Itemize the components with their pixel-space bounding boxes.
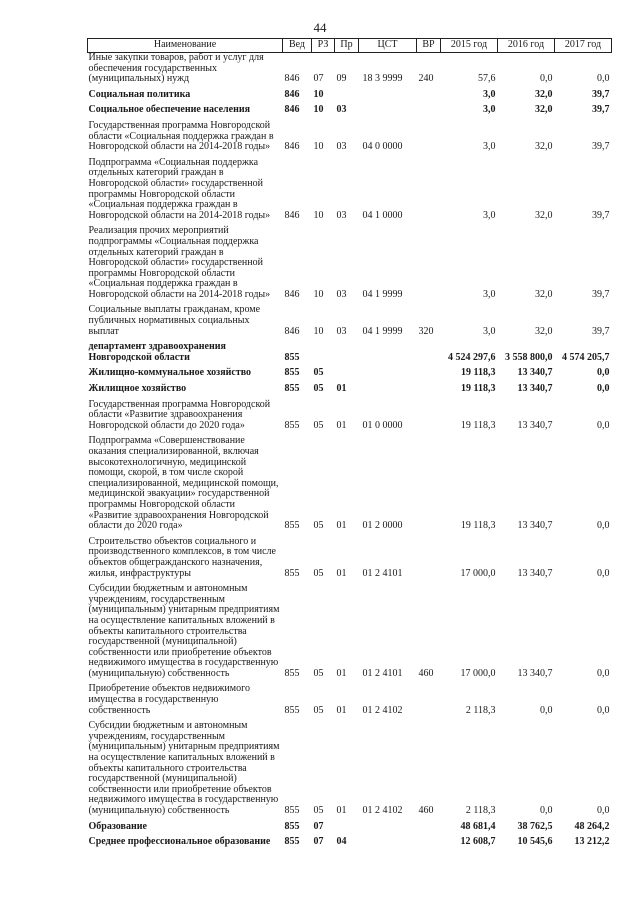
cell-2017: 48 264,2 <box>574 820 610 832</box>
cell-vr <box>417 102 441 118</box>
cell-vr: 460 <box>418 805 434 816</box>
table-row <box>88 433 612 533</box>
cell-ved: 855 <box>284 367 300 379</box>
table-row <box>88 53 612 87</box>
header-rz: РЗ <box>312 39 335 53</box>
cell-2015: 3,0 <box>483 209 496 221</box>
cell-name: Среднее профессиональное образование <box>88 836 271 848</box>
table-body <box>88 53 612 850</box>
cell-name: Государственная программа Новгородской области «Социальная поддержка граждан в Новгородской области на 2014-2018 годы» <box>88 119 274 153</box>
cell-2016: 32,0 <box>535 104 553 116</box>
cell-2016: 32,0 <box>535 88 553 100</box>
cell-ved: 846 <box>284 88 300 100</box>
cell-2017: 0,0 <box>597 667 610 679</box>
cell-ved: 846 <box>284 209 300 221</box>
cell-pr <box>335 87 359 103</box>
cell-rz: 05 <box>313 383 324 395</box>
cell-ved: 855 <box>284 567 300 579</box>
cell-2015: 2 118,3 <box>465 805 496 816</box>
cell-cst <box>359 87 417 103</box>
cell-vr <box>417 681 441 718</box>
cell-vr <box>417 87 441 103</box>
cell-vr <box>417 433 441 533</box>
cell-2016: 13 340,7 <box>517 419 553 431</box>
cell-2016: 13 340,7 <box>517 520 553 532</box>
cell-cst: 01 2 4101 <box>362 567 403 579</box>
cell-2016: 0,0 <box>540 73 553 85</box>
cell-2016: 3 558 800,0 <box>505 351 553 363</box>
cell-2017: 0,0 <box>597 567 610 579</box>
cell-pr: 03 <box>336 141 347 153</box>
cell-vr <box>417 381 441 397</box>
cell-2017: 0,0 <box>597 73 610 85</box>
cell-pr <box>335 365 359 381</box>
cell-cst <box>359 819 417 835</box>
cell-vr: 460 <box>418 667 434 679</box>
cell-ved: 855 <box>284 520 300 532</box>
table-header <box>88 39 612 53</box>
cell-2015: 3,0 <box>483 288 496 300</box>
cell-cst <box>359 102 417 118</box>
cell-name: Субсидии бюджетным и автономным учреждениям, государственным (муниципальным) унитарным предприятиям на осуществление капитальных вложений в объекты капитального строительства государственной (муниципальной) собственности или приобретение объектов недвижимого имущества в государственную (муниципальную) собственность <box>88 583 280 679</box>
cell-name: Социальные выплаты гражданам, кроме публичных нормативных социальных выплат <box>88 304 261 337</box>
table-row <box>88 118 612 155</box>
cell-2017: 4 574 205,7 <box>562 351 610 363</box>
table-row <box>88 681 612 718</box>
cell-2015: 19 118,3 <box>460 520 496 532</box>
cell-pr <box>335 339 359 365</box>
cell-ved: 855 <box>284 419 300 431</box>
cell-name: Социальная политика <box>88 88 191 100</box>
cell-cst: 18 3 9999 <box>362 73 403 85</box>
cell-name: Образование <box>88 820 147 832</box>
cell-rz: 10 <box>313 288 324 300</box>
cell-pr: 01 <box>336 805 347 816</box>
cell-vr <box>417 365 441 381</box>
cell-cst <box>359 339 417 365</box>
cell-vr <box>417 339 441 365</box>
cell-rz: 10 <box>313 88 324 100</box>
header-ved: Вед <box>283 39 312 53</box>
cell-2017: 0,0 <box>597 419 610 431</box>
cell-2017: 39,7 <box>592 325 610 337</box>
cell-2016: 0,0 <box>540 704 553 716</box>
cell-2017: 0,0 <box>597 704 610 716</box>
cell-rz: 07 <box>313 820 324 832</box>
cell-2016: 32,0 <box>535 288 553 300</box>
cell-name: департамент здравоохранения Новгородской области <box>88 341 226 363</box>
cell-vr <box>417 223 441 302</box>
cell-2017: 0,0 <box>597 520 610 532</box>
table-row <box>88 397 612 434</box>
cell-cst: 04 0 0000 <box>362 141 403 153</box>
cell-ved: 855 <box>284 805 300 816</box>
cell-name: Подпрограмма «Совершенствование оказания специализированной, включая высокотехнологичную, медицинской помощи, скорой, в том числе скорой специализированной, медицинской помощи, медицинской эвакуации» государственной программы Новгородской области «Развитие здравоохранения Новгородской области до 2020 года» <box>88 435 279 532</box>
table-row <box>88 834 612 850</box>
cell-2017: 39,7 <box>592 104 610 116</box>
table-row <box>88 302 612 339</box>
cell-ved: 846 <box>284 73 300 85</box>
cell-cst: 01 2 4102 <box>362 704 403 716</box>
cell-ved: 846 <box>284 141 300 153</box>
cell-2015: 2 118,3 <box>465 704 496 716</box>
cell-2016: 32,0 <box>535 325 553 337</box>
cell-cst: 01 2 4101 <box>362 667 403 679</box>
cell-2015: 12 608,7 <box>460 836 496 848</box>
cell-name: Социальное обеспечение населения <box>88 104 251 116</box>
cell-2015: 17 000,0 <box>460 667 496 679</box>
cell-pr: 04 <box>336 836 347 848</box>
cell-rz: 05 <box>313 567 324 579</box>
cell-vr: 320 <box>418 325 434 337</box>
cell-vr <box>417 397 441 434</box>
cell-2015: 48 681,4 <box>460 820 496 832</box>
cell-2016: 38 762,5 <box>517 820 553 832</box>
cell-2015: 57,6 <box>478 73 496 85</box>
header-2017: 2017 год <box>555 39 612 53</box>
cell-vr <box>417 155 441 224</box>
cell-rz: 05 <box>313 367 324 379</box>
cell-cst <box>359 381 417 397</box>
header-2016: 2016 год <box>498 39 555 53</box>
cell-2017: 39,7 <box>592 209 610 221</box>
cell-pr <box>335 819 359 835</box>
cell-pr: 01 <box>336 567 347 579</box>
cell-rz: 05 <box>313 805 324 816</box>
cell-name: Государственная программа Новгородской области «Развитие здравоохранения Новгородской области до 2020 года» <box>88 398 271 431</box>
cell-cst: 01 2 0000 <box>362 520 403 532</box>
cell-2016: 32,0 <box>535 141 553 153</box>
header-name: Наименование <box>88 39 283 53</box>
cell-name: Жилищное хозяйство <box>88 383 187 395</box>
cell-ved: 846 <box>284 325 300 337</box>
table-row <box>88 381 612 397</box>
table-row <box>88 223 612 302</box>
header-pr: Пр <box>335 39 359 53</box>
table-row <box>88 87 612 103</box>
cell-2015: 3,0 <box>483 104 496 116</box>
table-row <box>88 718 612 818</box>
cell-2015: 19 118,3 <box>461 367 496 379</box>
cell-2016: 13 340,7 <box>517 367 553 379</box>
cell-rz: 10 <box>313 104 324 116</box>
cell-2016: 10 545,6 <box>517 836 553 848</box>
cell-2015: 3,0 <box>483 141 496 153</box>
cell-vr <box>417 834 441 850</box>
budget-table <box>87 38 612 850</box>
cell-name: Реализация прочих мероприятий подпрограммы «Социальная поддержка отдельных категорий граждан в Новгородской области» государственной программы Новгородской области «Социальная поддержка граждан в Новгородской области на 2014-2018 годы» <box>88 225 271 300</box>
table-row <box>88 155 612 224</box>
cell-pr: 01 <box>336 419 347 431</box>
page-number: 44 <box>313 20 327 35</box>
cell-rz: 05 <box>313 704 324 716</box>
cell-pr: 01 <box>336 383 347 395</box>
cell-pr: 03 <box>336 104 347 116</box>
cell-ved: 855 <box>284 667 300 679</box>
cell-2016: 0,0 <box>540 805 553 816</box>
cell-pr: 01 <box>336 667 347 679</box>
cell-vr <box>417 819 441 835</box>
cell-rz: 05 <box>313 667 324 679</box>
cell-name: Жилищно-коммунальное хозяйство <box>88 367 252 379</box>
cell-rz: 05 <box>313 419 324 431</box>
cell-pr: 01 <box>336 704 347 716</box>
cell-vr <box>417 534 441 581</box>
cell-name: Приобретение объектов недвижимого имущества в государственную собственность <box>88 683 250 716</box>
cell-cst: 04 1 9999 <box>362 325 403 337</box>
cell-2017: 13 212,2 <box>574 836 610 848</box>
cell-ved: 855 <box>284 351 300 363</box>
cell-rz: 07 <box>313 836 324 848</box>
cell-ved: 855 <box>284 383 300 395</box>
table-row <box>88 581 612 681</box>
cell-ved: 855 <box>284 836 300 848</box>
cell-rz: 10 <box>313 209 324 221</box>
cell-2016: 13 340,7 <box>517 383 553 395</box>
table-row <box>88 534 612 581</box>
cell-rz: 10 <box>313 141 324 153</box>
cell-2017: 39,7 <box>592 288 610 300</box>
cell-rz: 05 <box>313 520 324 532</box>
cell-2015: 19 118,3 <box>460 419 496 431</box>
cell-cst <box>359 365 417 381</box>
cell-2015: 3,0 <box>483 325 496 337</box>
cell-ved: 846 <box>284 288 300 300</box>
cell-2017: 39,7 <box>592 141 610 153</box>
cell-2016: 32,0 <box>535 209 553 221</box>
header-vr: ВР <box>417 39 441 53</box>
cell-2015: 4 524 297,6 <box>448 351 496 363</box>
cell-pr: 01 <box>336 520 347 532</box>
cell-name: Иные закупки товаров, работ и услуг для обеспечения государственных (муниципальных) нужд <box>88 52 264 85</box>
cell-2017: 0,0 <box>597 383 610 395</box>
cell-cst <box>359 834 417 850</box>
header-cst: ЦСТ <box>359 39 417 53</box>
cell-ved: 855 <box>284 820 300 832</box>
cell-pr: 03 <box>336 288 347 300</box>
cell-2017: 0,0 <box>597 805 610 816</box>
cell-vr <box>417 118 441 155</box>
cell-cst: 01 2 4102 <box>362 805 403 816</box>
cell-ved: 855 <box>284 704 300 716</box>
cell-name: Подпрограмма «Социальная поддержка отдельных категорий граждан в Новгородской области» государственной программы Новгородской области «Социальная поддержка граждан в Новгородской области на 2014-2018 годы» <box>88 156 271 221</box>
cell-name: Субсидии бюджетным и автономным учреждениям, государственным (муниципальным) унитарным предприятиям на осуществление капитальных вложений в объекты капитального строительства государственной (муниципальной) собственности или приобретение объектов недвижимого имущества в государственную (муниципальную) собственность <box>88 720 280 816</box>
cell-2017: 0,0 <box>597 367 610 379</box>
cell-2016: 13 340,7 <box>517 667 553 679</box>
cell-2017: 39,7 <box>592 88 610 100</box>
cell-rz <box>312 339 335 365</box>
cell-vr: 240 <box>418 73 434 85</box>
table-row <box>88 819 612 835</box>
cell-2015: 19 118,3 <box>461 383 496 395</box>
table-row <box>88 339 612 365</box>
cell-ved: 846 <box>284 104 300 116</box>
cell-name: Строительство объектов социального и производственного комплексов, в том числе объектов общегражданского назначения, жилья, инфраструктуры <box>88 535 276 579</box>
cell-2016: 13 340,7 <box>517 567 553 579</box>
cell-pr: 03 <box>336 325 347 337</box>
cell-rz: 10 <box>313 325 324 337</box>
cell-rz: 07 <box>313 73 324 85</box>
header-2015: 2015 год <box>441 39 498 53</box>
cell-2015: 17 000,0 <box>460 567 496 579</box>
cell-2015: 3,0 <box>483 88 496 100</box>
cell-pr: 03 <box>336 209 347 221</box>
cell-cst: 04 1 9999 <box>362 288 403 300</box>
cell-pr: 09 <box>336 73 347 85</box>
cell-cst: 01 0 0000 <box>362 419 403 431</box>
table-row <box>88 102 612 118</box>
cell-cst: 04 1 0000 <box>362 209 403 221</box>
table-row <box>88 365 612 381</box>
